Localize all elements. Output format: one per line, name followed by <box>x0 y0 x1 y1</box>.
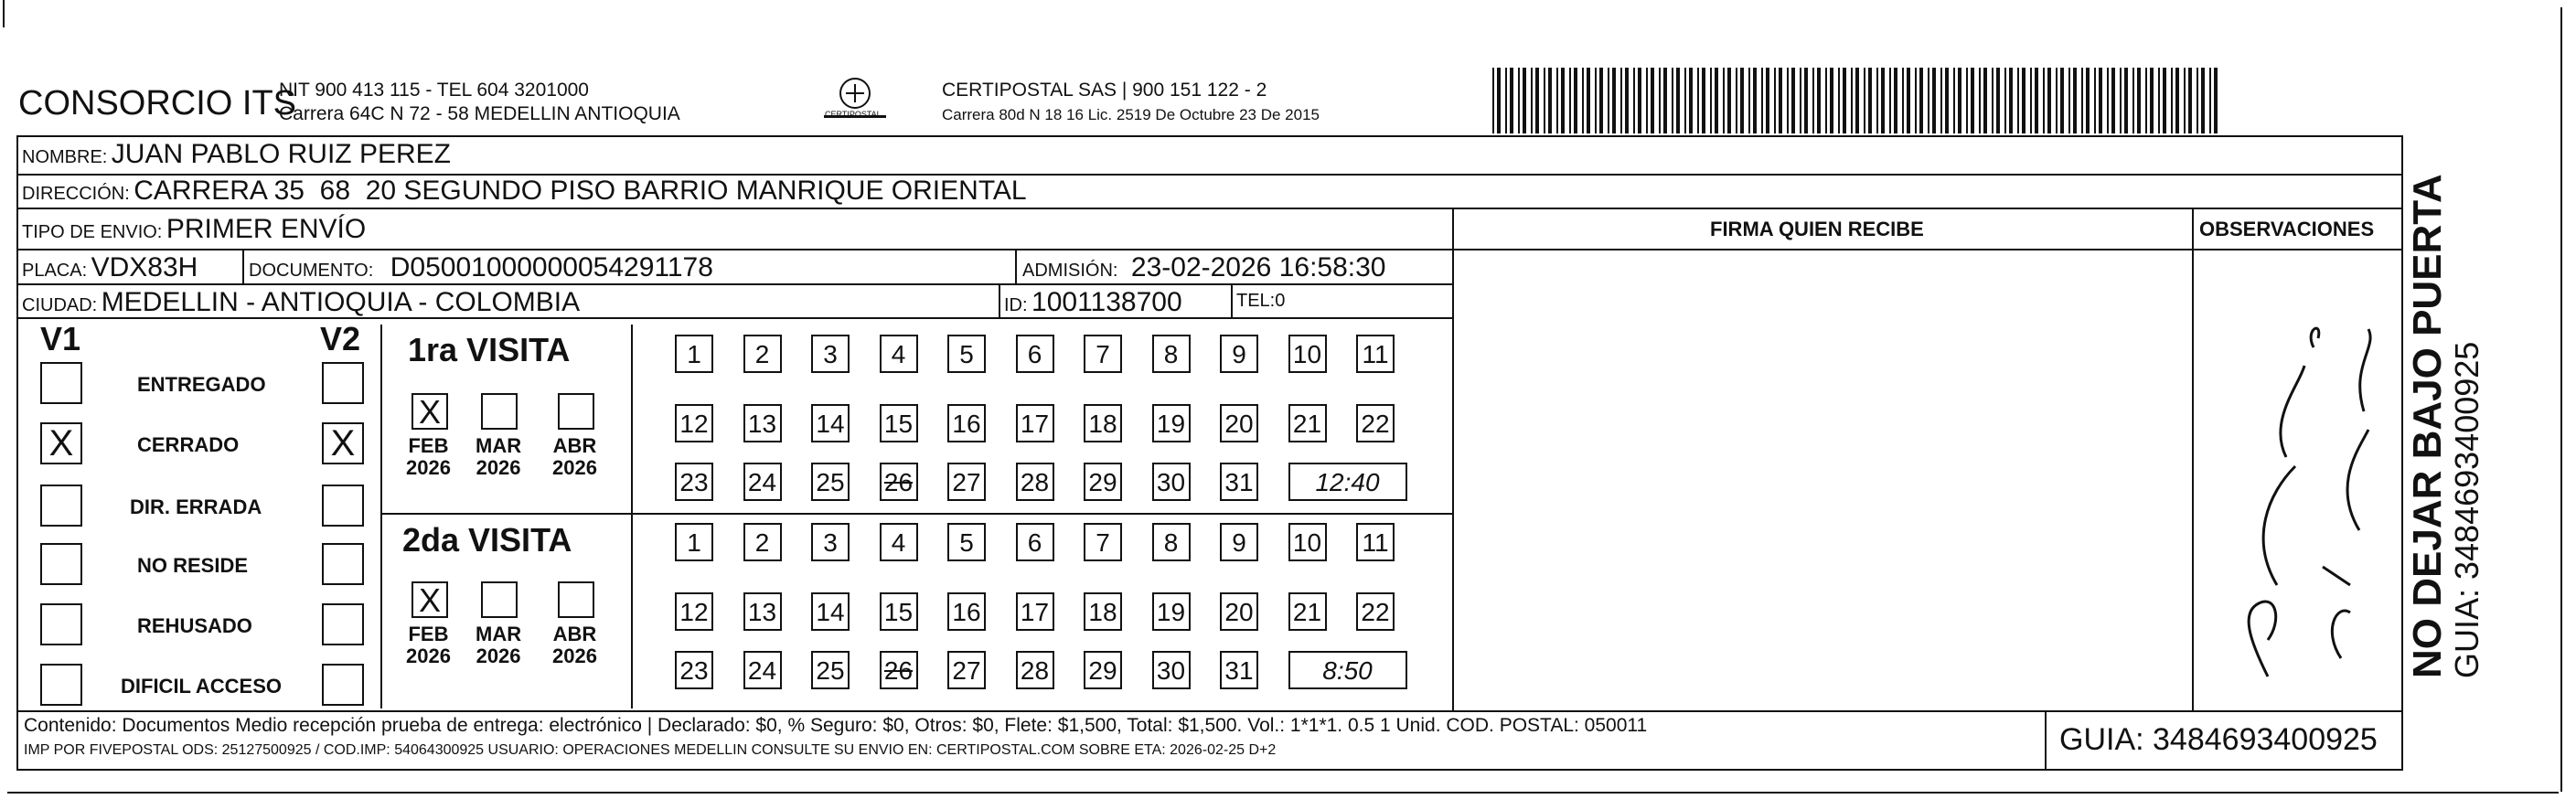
status-label: CERRADO <box>137 433 240 456</box>
barcode-bar <box>1612 68 1616 133</box>
day-box[interactable]: 28 <box>1016 651 1054 689</box>
barcode-bar <box>1599 68 1603 133</box>
barcode-bar <box>1625 68 1629 133</box>
month-name: ABR <box>552 434 597 457</box>
carrier-line2: Carrera 80d N 18 16 Lic. 2519 De Octubre 23 De 2015 <box>942 106 1320 123</box>
footer-line2: IMP POR FIVEPOSTAL ODS: 25127500925 / COD.IMP: 54064300925 USUARIO: OPERACIONES MEDELLIN CONSULTE SU ENVIO EN: CERTIPOSTAL.COM SOBRE ETA: 2026-02-25 D+2 <box>24 742 1277 758</box>
barcode-bar <box>1748 68 1750 133</box>
barcode-bar <box>2163 68 2166 133</box>
day-box[interactable]: 5 <box>947 335 986 373</box>
barcode-bar <box>2022 68 2026 133</box>
status-label: NO RESIDE <box>137 554 249 577</box>
side-line2: GUIA: 3484693400925 <box>2448 341 2485 678</box>
form-frame <box>16 135 2403 771</box>
barcode-bar <box>1736 68 1737 133</box>
barcode-bar <box>1983 68 1987 133</box>
v2-checkbox[interactable] <box>322 543 364 585</box>
barcode-bar <box>1518 68 1520 133</box>
month-checkbox[interactable] <box>558 393 594 430</box>
barcode-bar <box>1996 68 2000 133</box>
month-year: 2026 <box>476 645 521 667</box>
barcode-bar <box>2030 68 2032 133</box>
observaciones-header: OBSERVACIONES <box>2199 218 2375 240</box>
day-box[interactable]: 4 <box>880 335 918 373</box>
barcode-bar <box>1894 68 1897 133</box>
day-box[interactable]: 4 <box>880 523 918 561</box>
day-box[interactable]: 23 <box>675 463 713 501</box>
ciudad-label: CIUDAD: <box>22 295 98 315</box>
day-box[interactable]: 24 <box>743 463 782 501</box>
day-box[interactable]: 15 <box>880 404 918 442</box>
barcode-bar <box>1881 68 1885 133</box>
v1-checkbox[interactable]: X <box>40 422 82 464</box>
month-name: ABR <box>552 623 597 645</box>
barcode-bar <box>2111 68 2115 133</box>
side-warning <box>2407 174 2485 678</box>
right-edge <box>2560 7 2562 792</box>
barcode-bar <box>1587 68 1590 133</box>
month-name: MAR <box>476 623 522 645</box>
footer-line1: Contenido: Documentos Medio recepción prueba de entrega: electrónico | Declarado: $0, % Seguro: $0, Otros: $0, Flete: $1,500, Total: $1,500. Vol.: 1*1*1. 0.5 1 Unid. COD. POSTAL: 050011 <box>24 715 1648 736</box>
day-box[interactable]: 16 <box>947 592 986 631</box>
admision-field <box>1022 252 1385 283</box>
placa-field <box>22 252 198 283</box>
logo-caption: CERTIPOSTAL <box>825 110 882 119</box>
barcode-bar <box>1753 68 1757 133</box>
ciudad-field <box>22 287 580 318</box>
barcode-bar <box>1979 68 1981 133</box>
month-name: FEB <box>408 623 449 645</box>
barcode-bar <box>1638 68 1641 133</box>
barcode-bar <box>1864 68 1865 133</box>
day-box[interactable]: 12 <box>675 592 713 631</box>
month-year: 2026 <box>406 456 451 479</box>
day-box[interactable]: 5 <box>947 523 986 561</box>
barcode-bar <box>1915 68 1917 133</box>
barcode-bar <box>1817 68 1821 133</box>
visit1-title: 1ra VISITA <box>408 331 571 368</box>
barcode-bar <box>1608 68 1609 133</box>
barcode-bar <box>1689 68 1693 133</box>
barcode-bar <box>2086 68 2090 133</box>
day-box[interactable]: 10 <box>1288 335 1327 373</box>
barcode <box>1492 68 2224 133</box>
v1-checkbox[interactable] <box>40 485 82 527</box>
barcode-bar <box>1971 68 1974 133</box>
day-box[interactable]: 8 <box>1152 335 1191 373</box>
day-box[interactable]: 20 <box>1220 404 1258 442</box>
v2-checkbox[interactable] <box>322 603 364 645</box>
barcode-bar <box>2188 68 2192 133</box>
day-box[interactable]: 17 <box>1016 404 1054 442</box>
barcode-bar <box>2056 68 2058 133</box>
bottom-edge <box>7 792 2559 794</box>
barcode-bar <box>2132 68 2134 133</box>
barcode-bar <box>2201 68 2205 133</box>
day-box[interactable]: 3 <box>811 335 850 373</box>
day-box[interactable]: 11 <box>1356 523 1395 561</box>
tipo-value: PRIMER ENVÍO <box>166 214 367 244</box>
day-box[interactable]: 13 <box>743 404 782 442</box>
barcode-bar <box>1932 68 1936 133</box>
barcode-bar <box>1779 68 1782 133</box>
month-label <box>476 435 521 479</box>
month-checkbox[interactable] <box>481 581 518 618</box>
v2-checkbox[interactable] <box>322 362 364 404</box>
barcode-bar <box>1672 68 1673 133</box>
month-checkbox[interactable] <box>481 393 518 430</box>
barcode-bar <box>1876 68 1878 133</box>
barcode-bar <box>2158 68 2160 133</box>
day-box[interactable]: 19 <box>1152 592 1191 631</box>
barcode-bar <box>1825 68 1827 133</box>
v2-checkbox[interactable] <box>322 664 364 706</box>
barcode-bar <box>1556 68 1558 133</box>
barcode-bar <box>2184 68 2186 133</box>
handwritten-observation <box>2213 311 2396 695</box>
barcode-bar <box>1855 68 1859 133</box>
day-box[interactable]: 20 <box>1220 592 1258 631</box>
barcode-bar <box>2107 68 2109 133</box>
day-box[interactable]: 2 <box>743 523 782 561</box>
company-line2: Carrera 64C N 72 - 58 MEDELLIN ANTIOQUIA <box>279 103 680 124</box>
barcode-bar <box>1505 68 1507 133</box>
visit-time[interactable]: 12:40 <box>1288 463 1407 501</box>
day-box[interactable]: 1 <box>675 335 713 373</box>
barcode-bar <box>1702 68 1705 133</box>
tipo-label: TIPO DE ENVIO: <box>22 222 163 242</box>
placa-label: PLACA: <box>22 261 88 281</box>
day-box[interactable]: 31 <box>1220 463 1258 501</box>
barcode-bar <box>1651 68 1654 133</box>
month-year: 2026 <box>552 645 597 667</box>
v1-checkbox[interactable] <box>40 362 82 404</box>
tel-field <box>1236 291 1285 312</box>
day-box[interactable]: 6 <box>1016 335 1054 373</box>
day-box[interactable]: 19 <box>1152 404 1191 442</box>
barcode-bar <box>1868 68 1872 133</box>
month-label <box>552 435 597 479</box>
barcode-bar <box>1715 68 1718 133</box>
barcode-bar <box>1544 68 1545 133</box>
barcode-bar <box>1646 68 1648 133</box>
day-box[interactable]: 18 <box>1084 404 1122 442</box>
company-line1: NIT 900 413 115 - TEL 604 3201000 <box>279 80 589 101</box>
barcode-bar <box>1523 68 1526 133</box>
id-label: ID: <box>1004 295 1028 315</box>
month-label <box>406 623 451 667</box>
day-box[interactable]: 24 <box>743 651 782 689</box>
barcode-bar <box>1535 68 1539 133</box>
id-field <box>1004 287 1182 318</box>
barcode-bar <box>2094 68 2096 133</box>
barcode-bar <box>2043 68 2045 133</box>
day-box[interactable]: 30 <box>1152 651 1191 689</box>
barcode-bar <box>2099 68 2102 133</box>
barcode-bar <box>2120 68 2122 133</box>
barcode-bar <box>2150 68 2154 133</box>
v1-checkbox[interactable] <box>40 603 82 645</box>
barcode-bar <box>2060 68 2064 133</box>
barcode-bar <box>2004 68 2006 133</box>
barcode-bar <box>1928 68 1929 133</box>
nombre-row <box>22 139 451 170</box>
barcode-bar <box>1804 68 1808 133</box>
day-box[interactable]: 23 <box>675 651 713 689</box>
month-label <box>552 623 597 667</box>
ciudad-value: MEDELLIN - ANTIOQUIA - COLOMBIA <box>101 287 581 317</box>
status-label: REHUSADO <box>137 614 252 637</box>
barcode-bar <box>2009 68 2013 133</box>
day-box[interactable]: 17 <box>1016 592 1054 631</box>
month-name: FEB <box>408 434 449 457</box>
id-value: 1001138700 <box>1031 287 1182 317</box>
day-box[interactable]: 30 <box>1152 463 1191 501</box>
footer-guia: GUIA: 3484693400925 <box>2059 722 2378 757</box>
barcode-bar <box>1812 68 1814 133</box>
barcode-bar <box>1958 68 1961 133</box>
status-label: DIR. ERRADA <box>130 495 262 518</box>
barcode-bar <box>2137 68 2141 133</box>
barcode-bar <box>1659 68 1661 133</box>
barcode-bar <box>1531 68 1533 133</box>
day-box[interactable]: 21 <box>1288 592 1327 631</box>
barcode-bar <box>1684 68 1686 133</box>
documento-label: DOCUMENTO: <box>249 261 374 281</box>
barcode-bar <box>1945 68 1949 133</box>
status-label: ENTREGADO <box>137 373 266 396</box>
month-checkbox[interactable]: X <box>412 581 448 618</box>
barcode-bar <box>2124 68 2128 133</box>
day-box[interactable]: 22 <box>1356 404 1395 442</box>
barcode-bar <box>1723 68 1725 133</box>
barcode-bar <box>1902 68 1904 133</box>
side-line1: NO DEJAR BAJO PUERTA <box>2405 174 2450 678</box>
edge-mark <box>3 0 5 27</box>
admision-value: 23-02-2026 16:58:30 <box>1130 252 1386 282</box>
month-checkbox[interactable]: X <box>412 393 448 430</box>
v1-checkbox[interactable] <box>40 543 82 585</box>
barcode-bar <box>1727 68 1731 133</box>
barcode-bar <box>2175 68 2179 133</box>
status-label: DIFICIL ACCESO <box>121 675 283 698</box>
month-name: MAR <box>476 434 522 457</box>
barcode-bar <box>1595 68 1597 133</box>
barcode-bar <box>1843 68 1846 133</box>
placa-value: VDX83H <box>91 252 198 282</box>
month-year: 2026 <box>476 456 521 479</box>
v2-checkbox[interactable]: X <box>322 422 364 464</box>
barcode-bar <box>2073 68 2077 133</box>
day-box[interactable]: 26 <box>880 463 918 501</box>
v1-label: V1 <box>40 320 81 357</box>
barcode-bar <box>1791 68 1795 133</box>
day-box[interactable]: 15 <box>880 592 918 631</box>
firma-header: FIRMA QUIEN RECIBE <box>1710 218 1924 240</box>
barcode-bar <box>1574 68 1577 133</box>
barcode-bar <box>1766 68 1769 133</box>
barcode-bar <box>1620 68 1622 133</box>
barcode-bar <box>1510 68 1513 133</box>
barcode-bar <box>2068 68 2070 133</box>
barcode-bar <box>1830 68 1833 133</box>
day-box[interactable]: 14 <box>811 592 850 631</box>
direccion-row <box>22 176 1027 207</box>
barcode-bar <box>2035 68 2038 133</box>
day-box[interactable]: 28 <box>1016 463 1054 501</box>
barcode-bar <box>1966 68 1968 133</box>
documento-value: D05001000000054291178 <box>390 252 713 282</box>
company-name: CONSORCIO ITS <box>18 84 297 123</box>
day-box[interactable]: 3 <box>811 523 850 561</box>
barcode-bar <box>1492 68 1494 133</box>
day-box[interactable]: 25 <box>811 463 850 501</box>
day-box[interactable]: 7 <box>1084 335 1122 373</box>
barcode-bar <box>1663 68 1667 133</box>
nombre-value: JUAN PABLO RUIZ PEREZ <box>111 139 451 169</box>
barcode-bar <box>1710 68 1712 133</box>
barcode-bar <box>1697 68 1699 133</box>
day-box[interactable]: 27 <box>947 463 986 501</box>
v1-checkbox[interactable] <box>40 664 82 706</box>
barcode-bar <box>2081 68 2083 133</box>
day-box[interactable]: 26 <box>880 651 918 689</box>
day-box[interactable]: 1 <box>675 523 713 561</box>
direccion-value: CARRERA 35 68 20 SEGUNDO PISO BARRIO MANRIQUE ORIENTAL <box>134 176 1027 206</box>
barcode-bar <box>1582 68 1584 133</box>
day-box[interactable]: 7 <box>1084 523 1122 561</box>
barcode-bar <box>2214 68 2218 133</box>
barcode-bar <box>1800 68 1801 133</box>
barcode-bar <box>1940 68 1942 133</box>
nombre-label: NOMBRE: <box>22 147 108 167</box>
barcode-bar <box>2197 68 2198 133</box>
barcode-bar <box>1548 68 1552 133</box>
barcode-bar <box>1761 68 1763 133</box>
day-box[interactable]: 2 <box>743 335 782 373</box>
barcode-bar <box>2209 68 2211 133</box>
v2-checkbox[interactable] <box>322 485 364 527</box>
month-checkbox[interactable] <box>558 581 594 618</box>
barcode-bar <box>1907 68 1910 133</box>
barcode-bar <box>2145 68 2147 133</box>
barcode-bar <box>1919 68 1923 133</box>
day-box[interactable]: 29 <box>1084 463 1122 501</box>
month-label <box>406 435 451 479</box>
tel-value: 0 <box>1275 291 1286 311</box>
admision-label: ADMISIÓN: <box>1022 261 1118 281</box>
barcode-bar <box>1851 68 1853 133</box>
day-box[interactable]: 18 <box>1084 592 1122 631</box>
barcode-bar <box>1569 68 1571 133</box>
direccion-label: DIRECCIÓN: <box>22 184 130 204</box>
visit-time[interactable]: 8:50 <box>1288 651 1407 689</box>
day-box[interactable]: 10 <box>1288 523 1327 561</box>
tel-label: TEL: <box>1236 291 1276 311</box>
day-box[interactable]: 27 <box>947 651 986 689</box>
barcode-bar <box>1953 68 1955 133</box>
barcode-bar <box>2171 68 2173 133</box>
day-box[interactable]: 9 <box>1220 523 1258 561</box>
barcode-bar <box>1676 68 1680 133</box>
barcode-bar <box>1633 68 1635 133</box>
day-box[interactable]: 6 <box>1016 523 1054 561</box>
barcode-bar <box>1889 68 1891 133</box>
day-box[interactable]: 8 <box>1152 523 1191 561</box>
day-box[interactable]: 21 <box>1288 404 1327 442</box>
day-box[interactable]: 29 <box>1084 651 1122 689</box>
barcode-bar <box>2047 68 2051 133</box>
day-box[interactable]: 25 <box>811 651 850 689</box>
day-box[interactable]: 31 <box>1220 651 1258 689</box>
month-year: 2026 <box>552 456 597 479</box>
tipo-row <box>22 214 366 245</box>
barcode-bar <box>1992 68 1993 133</box>
day-box[interactable]: 16 <box>947 404 986 442</box>
barcode-bar <box>1787 68 1789 133</box>
certipostal-logo <box>818 75 892 128</box>
v2-label: V2 <box>320 320 361 357</box>
day-box[interactable]: 9 <box>1220 335 1258 373</box>
barcode-bar <box>1838 68 1840 133</box>
day-box[interactable]: 13 <box>743 592 782 631</box>
barcode-bar <box>1497 68 1501 133</box>
month-label <box>476 623 521 667</box>
carrier-line1: CERTIPOSTAL SAS | 900 151 122 - 2 <box>942 80 1267 101</box>
day-box[interactable]: 14 <box>811 404 850 442</box>
day-box[interactable]: 11 <box>1356 335 1395 373</box>
documento-field <box>249 252 713 283</box>
month-year: 2026 <box>406 645 451 667</box>
day-box[interactable]: 22 <box>1356 592 1395 631</box>
barcode-bar <box>1561 68 1565 133</box>
barcode-bar <box>1774 68 1776 133</box>
day-box[interactable]: 12 <box>675 404 713 442</box>
barcode-bar <box>1740 68 1744 133</box>
visit2-title: 2da VISITA <box>402 521 572 559</box>
barcode-bar <box>2017 68 2019 133</box>
